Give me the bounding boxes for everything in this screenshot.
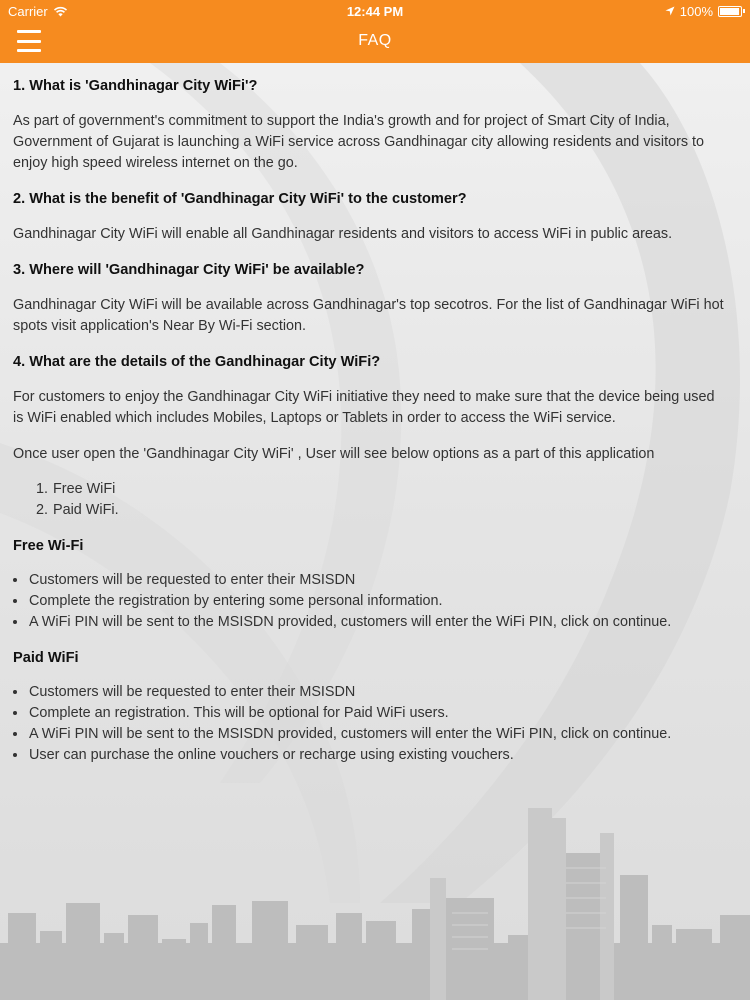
paid-wifi-list	[28, 682, 725, 766]
free-wifi-heading: Free Wi-Fi	[13, 538, 84, 554]
free-wifi-list	[28, 570, 725, 633]
faq-answer-1: As part of government's commitment to support the India's growth and for project of Smart City of India, Government of Gujarat is launching a WiFi service across Gandhinagar city allowing residents and visitors to enjoy high speed wireless internet on the go.	[13, 113, 705, 171]
status-time: 12:44 PM	[346, 3, 404, 19]
wifi-options-list	[52, 479, 725, 521]
paid-wifi-heading: Paid WiFi	[13, 650, 79, 666]
navigation-bar	[0, 22, 750, 63]
list-item: • A WiFi PIN will be sent to the MSISDN provided, customers will enter the WiFi PIN, click on continue.	[28, 612, 725, 633]
location-arrow-icon	[665, 6, 675, 16]
faq-options-intro: Once user open the 'Gandhinagar City WiFi' , User will see below options as a part of this application	[13, 446, 655, 462]
faq-question-4: 4. What are the details of the Gandhinagar City WiFi?	[13, 354, 381, 370]
faq-question-1: 1. What is 'Gandhinagar City WiFi'?	[13, 78, 258, 94]
list-item: • Customers will be requested to enter their MSISDN	[28, 570, 725, 591]
faq-answer-3: Gandhinagar City WiFi will be available across Gandhinagar's top secotros. For the list of Gandhinagar WiFi hot spots visit application's Near By Wi-Fi section.	[13, 297, 724, 334]
list-item: • Complete the registration by entering some personal information.	[28, 591, 725, 612]
list-item: • A WiFi PIN will be sent to the MSISDN provided, customers will enter the WiFi PIN, click on continue.	[28, 724, 725, 745]
list-item: • Complete an registration. This will be optional for Paid WiFi users.	[28, 703, 725, 724]
battery-icon	[718, 6, 742, 17]
battery-percent: 100%	[679, 3, 713, 19]
carrier-label: Carrier	[8, 3, 48, 19]
list-item: 1. Free WiFi	[52, 479, 725, 500]
status-bar	[0, 0, 750, 22]
wifi-icon	[53, 6, 68, 17]
list-item: • Customers will be requested to enter their MSISDN	[28, 682, 725, 703]
list-item: • User can purchase the online vouchers or recharge using existing vouchers.	[28, 745, 725, 766]
list-item: 2. Paid WiFi.	[52, 500, 725, 521]
faq-content	[13, 63, 725, 781]
page-title: FAQ	[358, 32, 392, 49]
faq-answer-2: Gandhinagar City WiFi will enable all Gandhinagar residents and visitors to access WiFi in public areas.	[13, 226, 673, 242]
faq-question-3: 3. Where will 'Gandhinagar City WiFi' be available?	[13, 262, 365, 278]
faq-question-2: 2. What is the benefit of 'Gandhinagar City WiFi' to the customer?	[13, 191, 467, 207]
faq-answer-4: For customers to enjoy the Gandhinagar City WiFi initiative they need to make sure that the device being used is WiFi enabled which includes Mobiles, Laptops or Tablets in order to access the WiFi service.	[13, 389, 715, 426]
